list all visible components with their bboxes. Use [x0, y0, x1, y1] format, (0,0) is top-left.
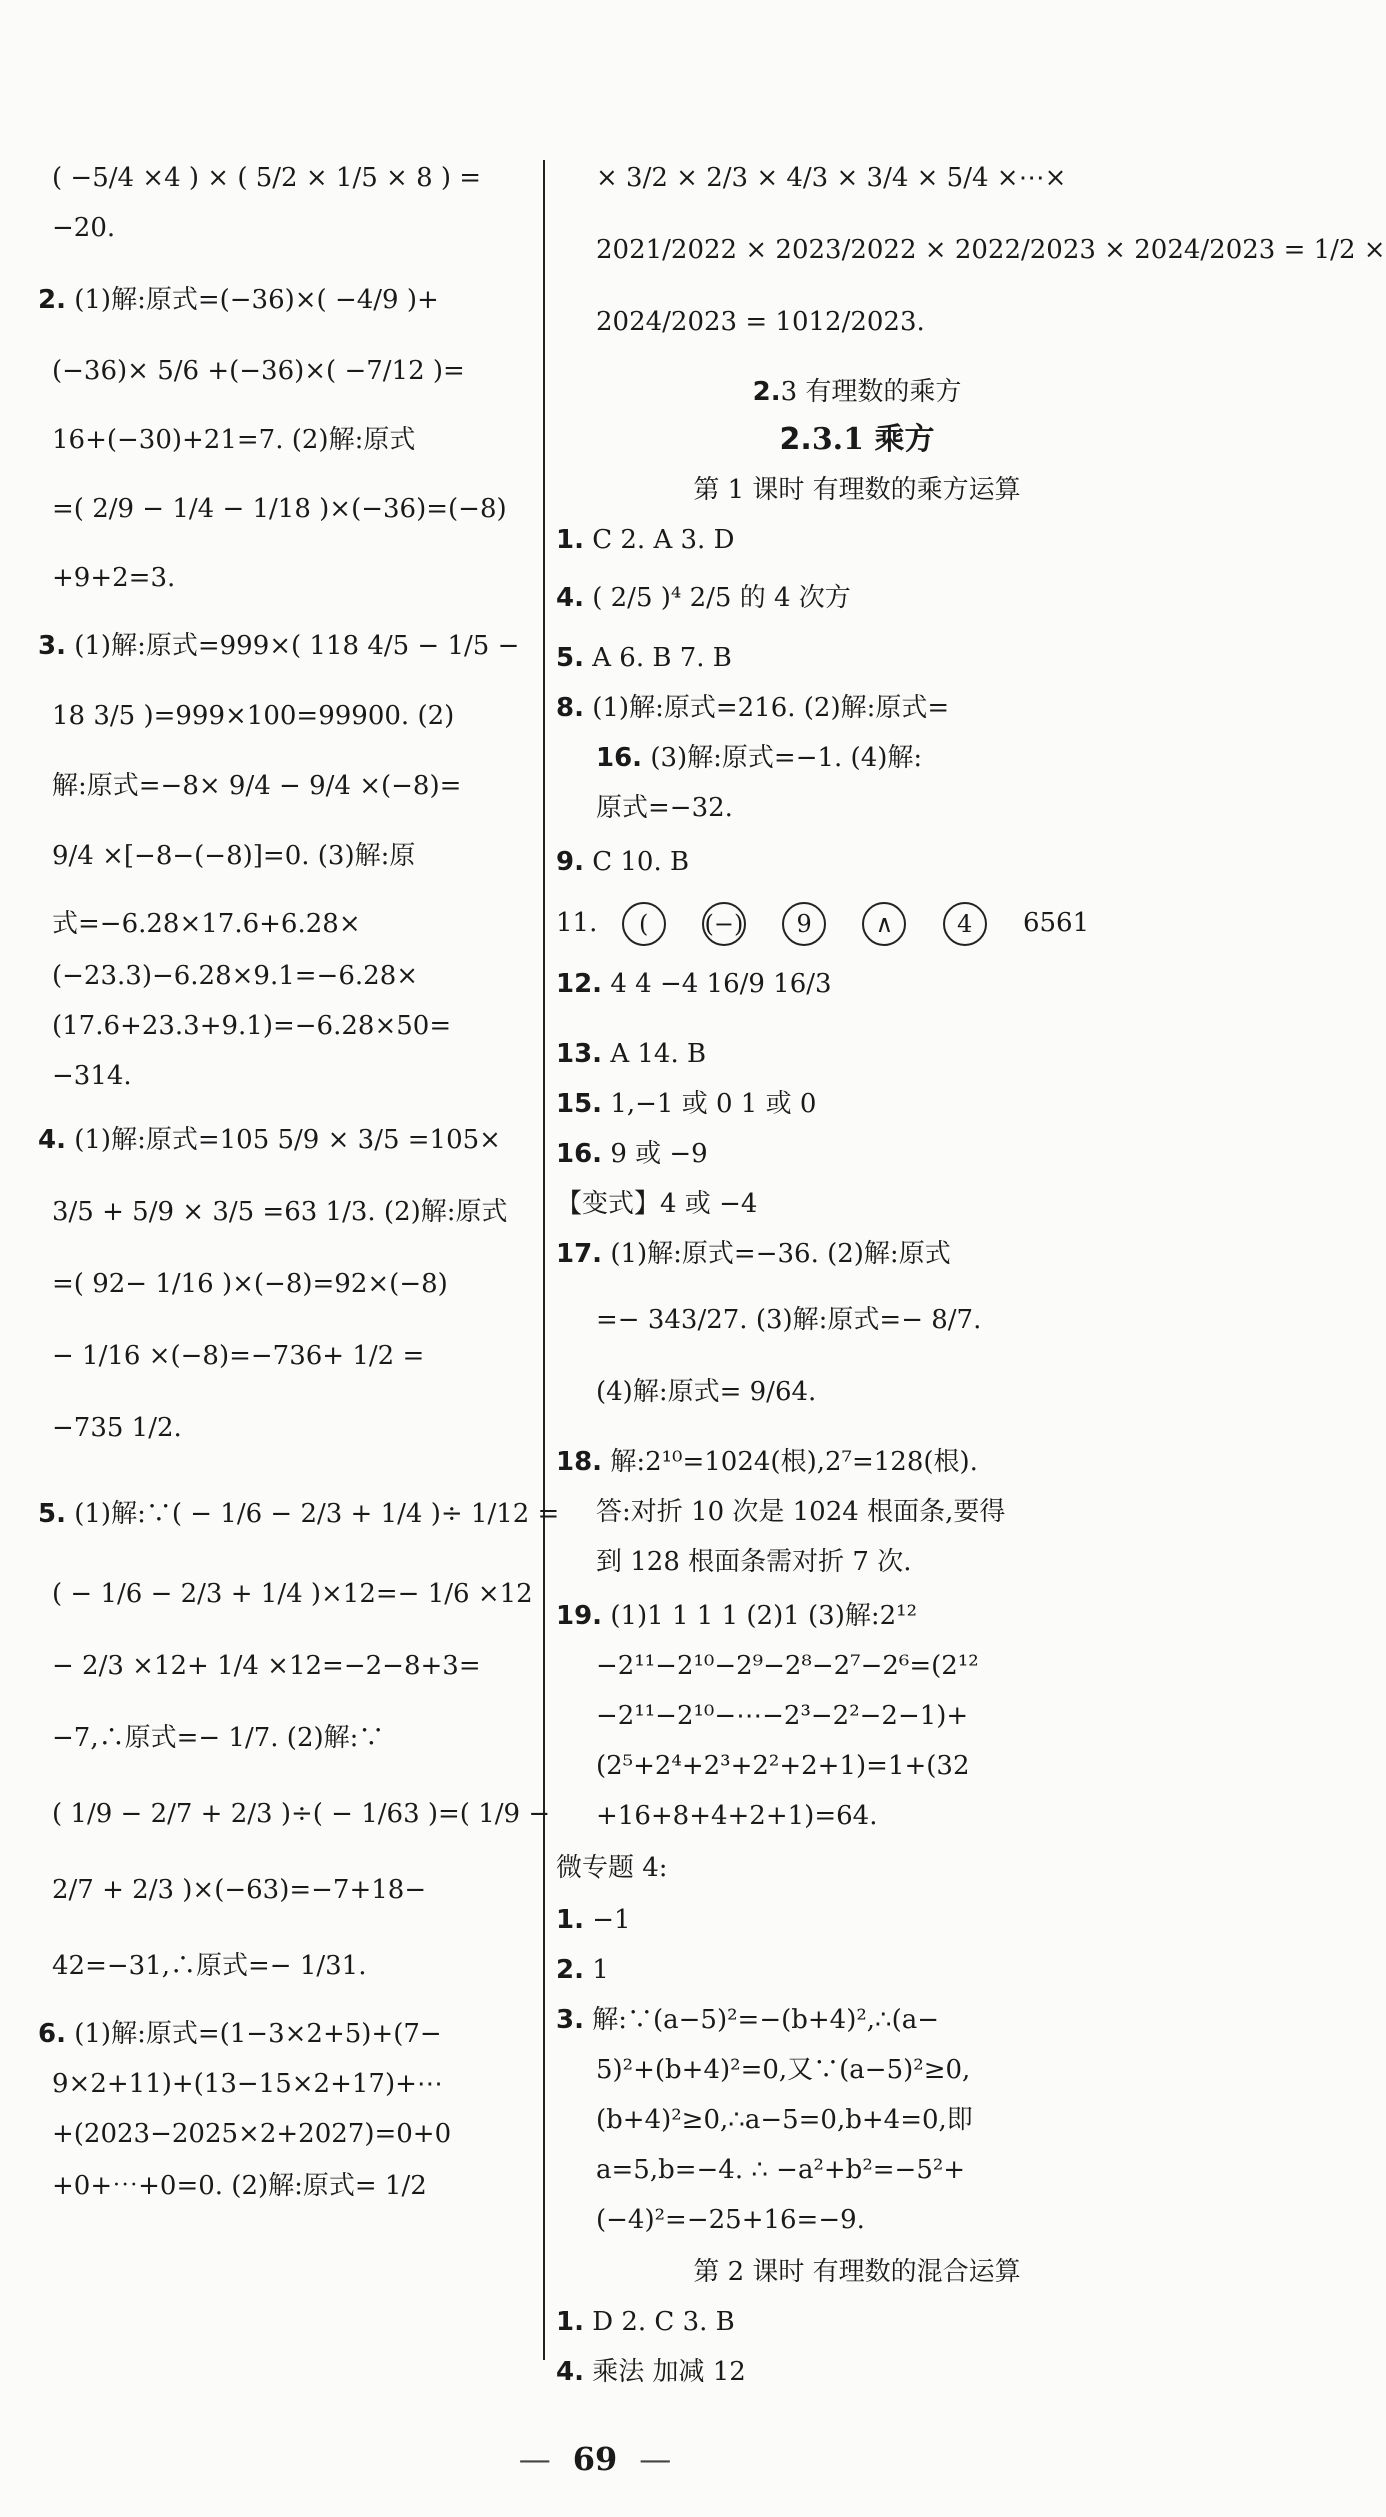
- text-line: ( 1/9 − 2/7 + 2/3 )÷( − 1/63 )=( 1/9 −: [52, 1799, 551, 1829]
- question-number: 17.: [556, 1239, 603, 1269]
- answer-text: (1)解:原式=(1−3×2+5)+(7−: [65, 2019, 442, 2049]
- text-line: 2024/2023 = 1012/2023.: [596, 307, 925, 337]
- text-line: 9×2+11)+(13−15×2+17)+⋯: [52, 2069, 443, 2099]
- answer-text: 3 有理数的乘方: [780, 377, 962, 407]
- text-line: 微专题 4:: [556, 1853, 668, 1883]
- text-line: (2⁵+2⁴+2³+2²+2+1)=1+(32: [596, 1751, 970, 1781]
- text-line: ( − 1/6 − 2/3 + 1/4 )×12=− 1/6 ×12: [52, 1579, 533, 1609]
- question-number: 1.: [556, 2307, 584, 2337]
- text-line: [556, 2002, 939, 2038]
- text-line: −7,∴原式=− 1/7. (2)解:∵: [52, 1723, 385, 1753]
- text-line: [38, 1496, 559, 1532]
- calc-key-circle: ∧: [862, 902, 906, 946]
- question-number: 12.: [556, 969, 603, 999]
- text-line: 18 3/5 )=999×100=99900. (2): [52, 701, 455, 731]
- text-line: +16+8+4+2+1)=64.: [596, 1801, 878, 1831]
- answer-text: ( 2/5 )⁴ 2/5 的 4 次方: [583, 583, 851, 613]
- text-line: 【变式】4 或 −4: [556, 1189, 758, 1219]
- text-line: 9/4 ×[−8−(−8)]=0. (3)解:原: [52, 841, 416, 871]
- question-number: 3.: [556, 2005, 584, 2035]
- column-divider: [543, 160, 545, 2360]
- answer-text: 4 4 −4 16/9 16/3: [602, 969, 832, 999]
- answer-text: (1)解:原式=(−36)×( −4/9 )+: [65, 285, 439, 315]
- text-line: × 3/2 × 2/3 × 4/3 × 3/4 × 5/4 ×⋯×: [596, 163, 1067, 193]
- text-line: =( 92− 1/16 )×(−8)=92×(−8): [52, 1269, 448, 1299]
- answer-text: C 10. B: [583, 847, 690, 877]
- answer-text: (1)解:原式=105 5/9 × 3/5 =105×: [65, 1125, 501, 1155]
- text-line: [556, 1136, 708, 1172]
- answer-text: (1)解:原式=999×( 118 4/5 − 1/5 −: [65, 631, 520, 661]
- text-line: [556, 1952, 609, 1988]
- text-line: −314.: [52, 1061, 132, 1091]
- answer-text: 9 或 −9: [602, 1139, 708, 1169]
- question-number: 19.: [556, 1601, 603, 1631]
- answer-text: (1)解:原式=−36. (2)解:原式: [602, 1239, 951, 1269]
- text-line: +9+2=3.: [52, 563, 176, 593]
- answer-text: (1)1 1 1 1 (2)1 (3)解:2¹²: [602, 1601, 917, 1631]
- text-line: 到 128 根面条需对折 7 次.: [596, 1547, 912, 1577]
- calc-key-circle: 9: [782, 902, 826, 946]
- text-line: [38, 1122, 501, 1158]
- text-line: [38, 282, 439, 318]
- text-line: [556, 966, 832, 1002]
- answer-text: (1)解:原式=216. (2)解:原式=: [583, 693, 950, 723]
- text-line: 5)²+(b+4)²=0,又∵(a−5)²≥0,: [596, 2055, 971, 2085]
- text-line: [556, 1598, 917, 1634]
- text-line: [556, 844, 689, 880]
- text-line: (−23.3)−6.28×9.1=−6.28×: [52, 961, 419, 991]
- question-number: 4.: [38, 1125, 66, 1155]
- answer-text: C 2. A 3. D: [583, 525, 735, 555]
- question-number: 2.: [779, 422, 812, 457]
- question-number: 11.: [556, 908, 598, 938]
- text-line: −735 1/2.: [52, 1413, 182, 1443]
- question-number: 4.: [556, 2357, 584, 2387]
- question-number: 2.: [38, 285, 66, 315]
- text-line: (−4)²=−25+16=−9.: [596, 2205, 865, 2235]
- text-line: [596, 740, 922, 776]
- text-line: [556, 522, 734, 558]
- text-line: 16+(−30)+21=7. (2)解:原式: [52, 425, 416, 455]
- page-dash: —: [518, 2440, 551, 2478]
- answer-text: 1: [583, 1955, 609, 1985]
- text-line: 3/5 + 5/9 × 3/5 =63 1/3. (2)解:原式: [52, 1197, 508, 1227]
- lesson-heading: 第 1 课时 有理数的乘方运算: [693, 475, 1021, 505]
- text-line: [556, 1036, 706, 1072]
- text-line: (−36)× 5/6 +(−36)×( −7/12 )=: [52, 356, 465, 386]
- question-number: 1.: [556, 525, 584, 555]
- question-number: 15.: [556, 1089, 603, 1119]
- subsection-heading: [556, 422, 1158, 458]
- question-number: 16.: [596, 743, 643, 773]
- text-line: [556, 640, 732, 676]
- question-number: 2.: [752, 377, 781, 407]
- question-number: 4.: [556, 583, 584, 613]
- text-line: +(2023−2025×2+2027)=0+0: [52, 2119, 452, 2149]
- section-heading: [556, 374, 1158, 410]
- text-line: [556, 1902, 631, 1938]
- page-number-value: 69: [572, 2440, 618, 2478]
- text-line: 2021/2022 × 2023/2022 × 2022/2023 × 2024/2023 = 1/2 ×: [596, 235, 1386, 265]
- text-line: [556, 580, 851, 616]
- text-line: [38, 2016, 442, 2052]
- answer-text: −1: [583, 1905, 631, 1935]
- text-line: 42=−31,∴原式=− 1/31.: [52, 1951, 367, 1981]
- answer-text: (3)解:原式=−1. (4)解:: [642, 743, 923, 773]
- lesson-heading: 第 2 课时 有理数的混合运算: [693, 2257, 1021, 2287]
- page-dash: —: [639, 2440, 672, 2478]
- text-line: [38, 628, 519, 664]
- text-line: 原式=−32.: [596, 793, 733, 823]
- question-number: 3.: [38, 631, 66, 661]
- text-line: 解:原式=−8× 9/4 − 9/4 ×(−8)=: [52, 771, 462, 801]
- text-line: (17.6+23.3+9.1)=−6.28×50=: [52, 1011, 452, 1041]
- answer-text: 解:2¹⁰=1024(根),2⁷=128(根).: [602, 1447, 978, 1477]
- text-line: (b+4)²≥0,∴a−5=0,b+4=0,即: [596, 2105, 973, 2135]
- text-line: 2/7 + 2/3 )×(−63)=−7+18−: [52, 1875, 427, 1905]
- answer-text: 解:∵(a−5)²=−(b+4)²,∴(a−: [583, 2005, 940, 2035]
- text-line: ( −5/4 ×4 ) × ( 5/2 × 1/5 × 8 ) =: [52, 163, 482, 193]
- page-number: [0, 2440, 1190, 2478]
- text-line: a=5,b=−4. ∴ −a²+b²=−5²+: [596, 2155, 966, 2185]
- text-line: [556, 2304, 735, 2340]
- text-line: 式=−6.28×17.6+6.28×: [52, 909, 361, 939]
- text-line: − 2/3 ×12+ 1/4 ×12=−2−8+3=: [52, 1651, 481, 1681]
- text-line: [556, 1086, 816, 1122]
- calc-key-circle: 4: [943, 902, 987, 946]
- answer-text: A 14. B: [602, 1039, 707, 1069]
- text-line: (4)解:原式= 9/64.: [596, 1377, 817, 1407]
- question-number: 1.: [556, 1905, 584, 1935]
- text-line: − 1/16 ×(−8)=−736+ 1/2 =: [52, 1341, 425, 1371]
- text-line: −20.: [52, 213, 116, 243]
- question-number: 18.: [556, 1447, 603, 1477]
- calculator-keys-line: [556, 902, 1089, 946]
- answer-text: (1)解:∵( − 1/6 − 2/3 + 1/4 )÷ 1/12 =: [65, 1499, 560, 1529]
- text-line: −2¹¹−2¹⁰−⋯−2³−2²−2−1)+: [596, 1701, 969, 1731]
- question-number: 16.: [556, 1139, 603, 1169]
- text-line: [556, 1444, 978, 1480]
- question-number: 5.: [556, 643, 584, 673]
- text-line: [556, 690, 949, 726]
- calc-key-circle: (: [622, 902, 666, 946]
- text-line: [556, 2354, 746, 2390]
- answer-text: A 6. B 7. B: [583, 643, 732, 673]
- question-number: 13.: [556, 1039, 603, 1069]
- question-number: 9.: [556, 847, 584, 877]
- calc-result: 6561: [1022, 908, 1090, 938]
- question-number: 2.: [556, 1955, 584, 1985]
- question-number: 5.: [38, 1499, 66, 1529]
- answer-text: 1,−1 或 0 1 或 0: [602, 1089, 817, 1119]
- text-line: [556, 1236, 951, 1272]
- text-line: =− 343/27. (3)解:原式=− 8/7.: [596, 1305, 982, 1335]
- text-line: 答:对折 10 次是 1024 根面条,要得: [596, 1497, 1006, 1527]
- text-line: −2¹¹−2¹⁰−2⁹−2⁸−2⁷−2⁶=(2¹²: [596, 1651, 979, 1681]
- calc-key-circle: (−): [702, 902, 746, 946]
- question-number: 8.: [556, 693, 584, 723]
- answer-text: 3.1 乘方: [811, 422, 935, 457]
- text-line: +0+⋯+0=0. (2)解:原式= 1/2: [52, 2171, 427, 2201]
- answer-text: D 2. C 3. B: [583, 2307, 735, 2337]
- question-number: 6.: [38, 2019, 66, 2049]
- text-line: =( 2/9 − 1/4 − 1/18 )×(−36)=(−8): [52, 494, 507, 524]
- answer-text: 乘法 加减 12: [583, 2357, 746, 2387]
